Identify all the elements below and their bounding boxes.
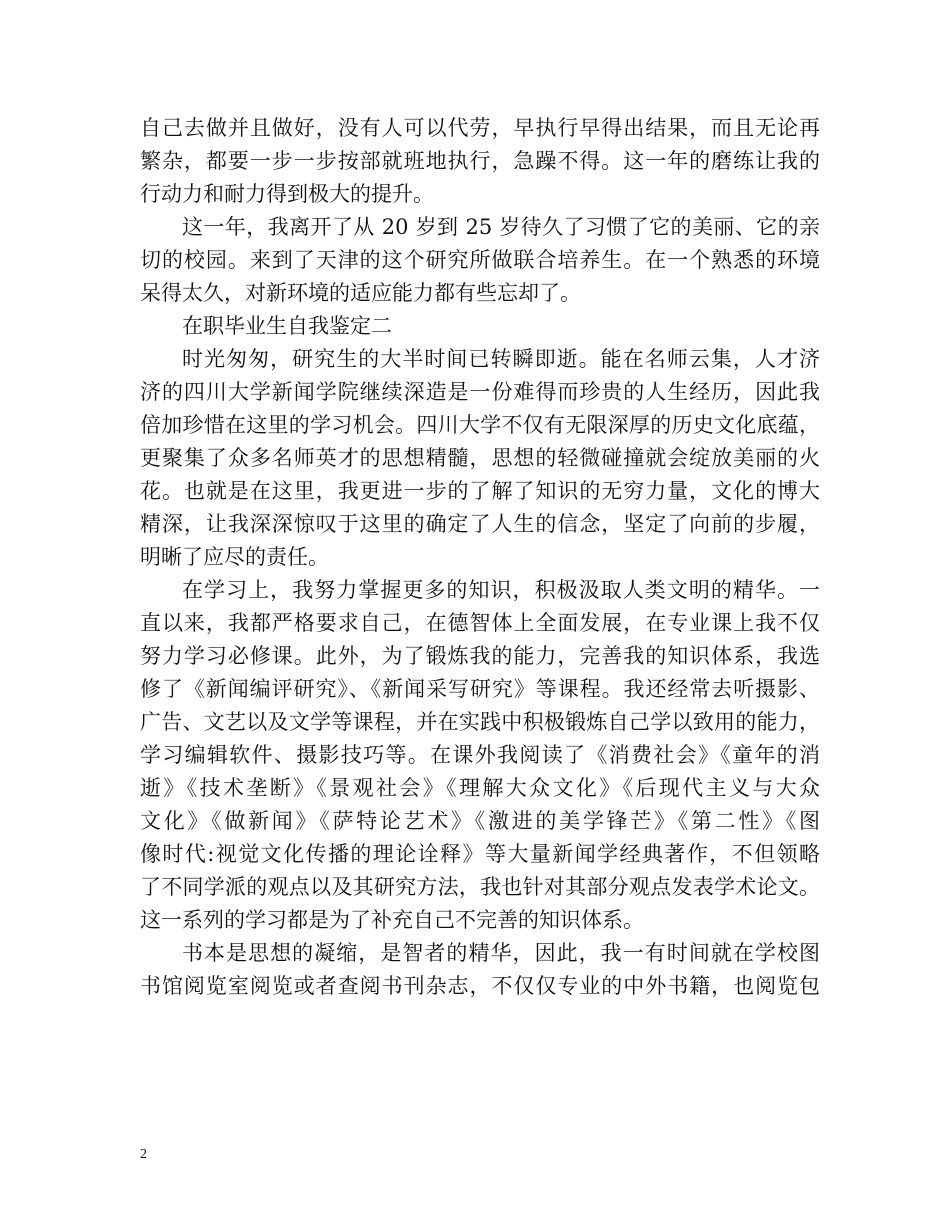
text-line: 精深，让我深深惊叹于这里的确定了人生的信念，坚定了向前的步履， bbox=[140, 512, 820, 536]
text-line: 逝》《技术垄断》《景观社会》《理解大众文化》《后现代主义与大众 bbox=[140, 776, 820, 800]
document-body bbox=[140, 112, 820, 1003]
text-line: 更聚集了众多名师英才的思想精髓，思想的轻微碰撞就会绽放美丽的火 bbox=[140, 446, 820, 470]
text-line: 广告、文艺以及文学等课程，并在实践中积极锻炼自己学以致用的能力， bbox=[140, 710, 820, 734]
text-line: 了不同学派的观点以及其研究方法，我也针对其部分观点发表学术论文。 bbox=[140, 875, 820, 899]
section-heading: 在职毕业生自我鉴定二 bbox=[182, 314, 392, 338]
text-line: 像时代:视觉文化传播的理论诠释》等大量新闻学经典著作，不但领略 bbox=[140, 842, 820, 866]
text-line: 自己去做并且做好，没有人可以代劳，早执行早得出结果，而且无论再 bbox=[140, 116, 820, 140]
text-line: 学习编辑软件、摄影技巧等。在课外我阅读了《消费社会》《童年的消 bbox=[140, 743, 820, 767]
text-line: 努力学习必修课。此外，为了锻炼我的能力，完善我的知识体系，我选 bbox=[140, 644, 820, 668]
paragraph-first-line: 书本是思想的凝缩，是智者的精华，因此，我一有时间就在学校图 bbox=[182, 941, 820, 965]
text-line: 切的校园。来到了天津的这个研究所做联合培养生。在一个熟悉的环境 bbox=[140, 248, 820, 272]
text-line: 行动力和耐力得到极大的提升。 bbox=[140, 182, 434, 206]
text-line: 明晰了应尽的责任。 bbox=[140, 545, 329, 569]
page-number: 2 bbox=[140, 1147, 147, 1162]
text-line: 倍加珍惜在这里的学习机会。四川大学不仅有无限深厚的历史文化底蕴， bbox=[140, 413, 820, 437]
paragraph-first-line: 时光匆匆，研究生的大半时间已转瞬即逝。能在名师云集，人才济 bbox=[182, 347, 820, 371]
text-line: 直以来，我都严格要求自己，在德智体上全面发展，在专业课上我不仅 bbox=[140, 611, 820, 635]
text-line: 书馆阅览室阅览或者查阅书刊杂志，不仅仅专业的中外书籍，也阅览包 bbox=[140, 974, 820, 998]
text-line: 呆得太久，对新环境的适应能力都有些忘却了。 bbox=[140, 281, 581, 305]
text-line: 花。也就是在这里，我更进一步的了解了知识的无穷力量，文化的博大 bbox=[140, 479, 820, 503]
paragraph-first-line: 这一年，我离开了从 20 岁到 25 岁待久了习惯了它的美丽、它的亲 bbox=[182, 215, 820, 239]
text-line: 繁杂，都要一步一步按部就班地执行，急躁不得。这一年的磨练让我的 bbox=[140, 149, 820, 173]
text-line: 济的四川大学新闻学院继续深造是一份难得而珍贵的人生经历，因此我 bbox=[140, 380, 820, 404]
text-line: 这一系列的学习都是为了补充自己不完善的知识体系。 bbox=[140, 908, 644, 932]
paragraph-first-line: 在学习上，我努力掌握更多的知识，积极汲取人类文明的精华。一 bbox=[182, 578, 820, 602]
text-line: 修了《新闻编评研究》、《新闻采写研究》等课程。我还经常去听摄影、 bbox=[140, 677, 820, 701]
text-line: 文化》《做新闻》《萨特论艺术》《激进的美学锋芒》《第二性》《图 bbox=[140, 809, 820, 833]
